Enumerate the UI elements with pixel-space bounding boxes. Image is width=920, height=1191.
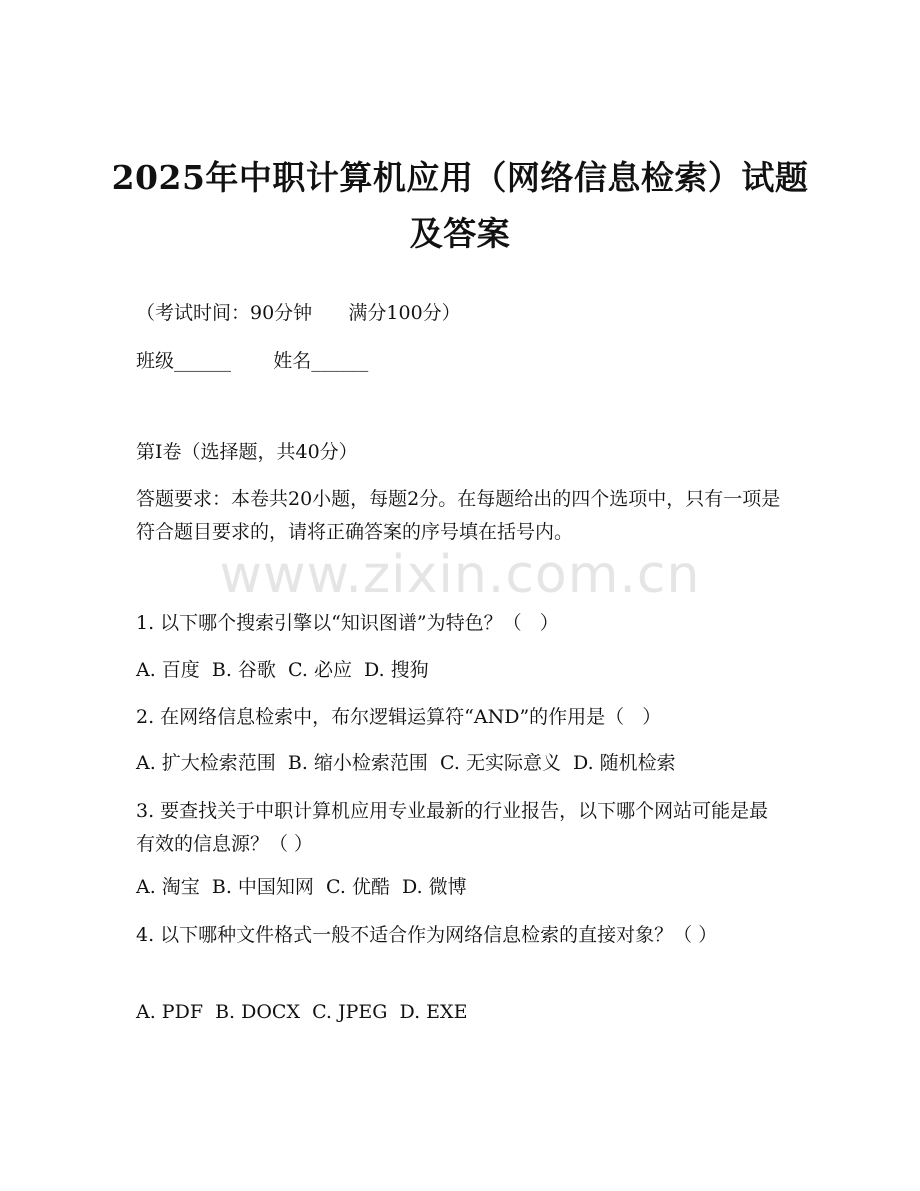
document-title: 2025年中职计算机应用（网络信息检索）试题及答案 [111, 158, 809, 253]
question-1: 1. 以下哪个搜索引擎以“知识图谱”为特色？（ ） [136, 612, 559, 634]
question-2-options: A. 扩大检索范围 B. 缩小检索范围 C. 无实际意义 D. 随机检索 [136, 752, 676, 774]
question-3-options: A. 淘宝 B. 中国知网 C. 优酷 D. 微博 [136, 876, 467, 898]
watermark: www.zixin.com.cn [219, 545, 701, 605]
class-name-line: 班级______ 姓名______ [136, 350, 369, 372]
question-4-options: A. PDF B. DOCX C. JPEG D. EXE [136, 1001, 468, 1023]
question-2: 2. 在网络信息检索中，布尔逻辑运算符“AND”的作用是（ ） [136, 706, 662, 728]
exam-info: （考试时间：90分钟 满分100分） [136, 302, 461, 324]
question-4: 4. 以下哪种文件格式一般不适合作为网络信息检索的直接对象？（ ） [136, 924, 718, 946]
instructions: 答题要求：本卷共20小题，每题2分。在每题给出的四个选项中，只有一项是符合题目要求的，请将正确答案的序号填在括号内。 [136, 488, 781, 543]
section-heading: 第I卷（选择题，共40分） [136, 441, 358, 463]
question-1-options: A. 百度 B. 谷歌 C. 必应 D. 搜狗 [136, 659, 429, 681]
question-3: 3. 要查找关于中职计算机应用专业最新的行业报告，以下哪个网站可能是最有效的信息源？（ ） [136, 800, 769, 855]
